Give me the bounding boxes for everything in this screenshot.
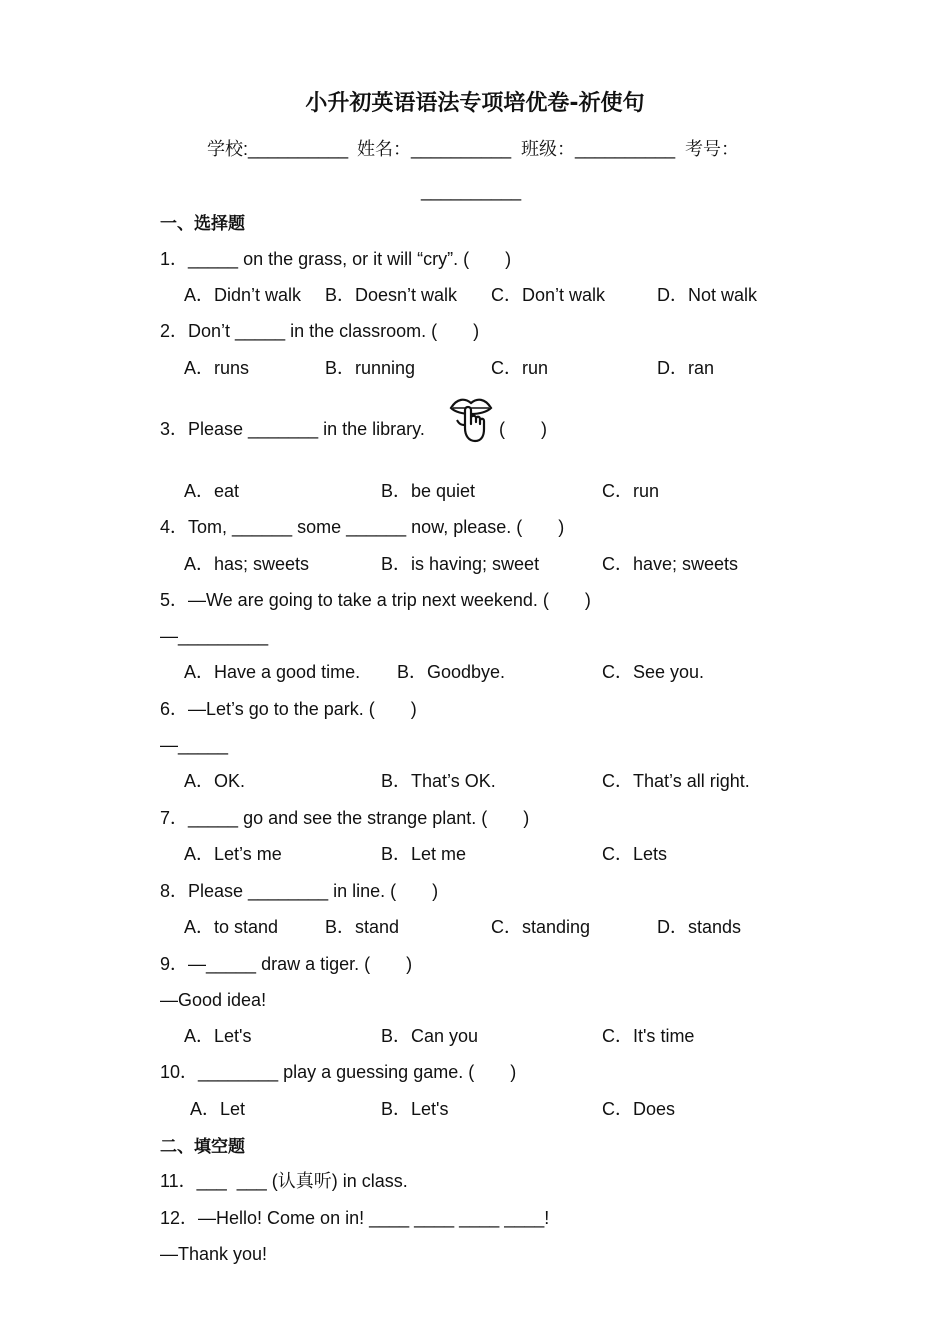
question-5-option-b[interactable]: B．Goodbye. bbox=[397, 662, 506, 682]
question-5-option-a[interactable]: A．Have a good time. bbox=[184, 662, 361, 682]
question-6-option-b[interactable]: B．That’s OK. bbox=[381, 771, 496, 791]
question-8-option-d[interactable]: D．stands bbox=[657, 917, 742, 937]
question-2-option-c[interactable]: C．run bbox=[491, 358, 549, 378]
question-8-option-b[interactable]: B．stand bbox=[325, 917, 400, 937]
question-3-option-b[interactable]: B．be quiet bbox=[381, 481, 476, 501]
question-9-option-c[interactable]: C．It's time bbox=[602, 1026, 695, 1046]
question-10-option-a[interactable]: A．Let bbox=[190, 1099, 246, 1119]
question-1-option-c[interactable]: C．Don’t walk bbox=[491, 285, 606, 305]
question-12-stem[interactable]: 12．—Hello! Come on in! ____ ____ ____ ____! bbox=[160, 1208, 550, 1228]
question-3-answer-paren[interactable]: ( ) bbox=[499, 419, 547, 439]
question-5-reply: —_________ bbox=[160, 626, 269, 646]
question-1-option-a[interactable]: A．Didn’t walk bbox=[184, 285, 302, 305]
question-10-stem: 10．________ play a guessing game. ( ) bbox=[160, 1062, 517, 1082]
question-6-option-a[interactable]: A．OK. bbox=[184, 771, 246, 791]
question-10-option-c[interactable]: C．Does bbox=[602, 1099, 676, 1119]
section-heading-choice: 一、选择题 bbox=[160, 214, 245, 234]
quiet-gesture-icon bbox=[447, 394, 495, 446]
question-8-option-a[interactable]: A．to stand bbox=[184, 917, 279, 937]
question-1-stem: 1．_____ on the grass, or it will “cry”. ( ) bbox=[160, 249, 512, 269]
school-field[interactable]: 学校:__________ bbox=[207, 139, 349, 159]
question-7-option-c[interactable]: C．Lets bbox=[602, 844, 668, 864]
question-6-stem: 6．—Let’s go to the park. ( ) bbox=[160, 699, 417, 719]
question-6-reply: —_____ bbox=[160, 735, 229, 755]
question-5-option-c[interactable]: C．See you. bbox=[602, 662, 705, 682]
question-9-option-b[interactable]: B．Can you bbox=[381, 1026, 479, 1046]
question-8-option-c[interactable]: C．standing bbox=[491, 917, 591, 937]
section-heading-fill-blank: 二、填空题 bbox=[160, 1137, 245, 1157]
question-2-stem: 2．Don’t _____ in the classroom. ( ) bbox=[160, 321, 480, 341]
question-3-option-c[interactable]: C．run bbox=[602, 481, 660, 501]
question-11-stem[interactable]: 11．___ ___ (认真听) in class. bbox=[160, 1171, 408, 1191]
question-9-stem: 9．—_____ draw a tiger. ( ) bbox=[160, 954, 413, 974]
question-4-option-c[interactable]: C．have; sweets bbox=[602, 554, 739, 574]
question-2-option-b[interactable]: B．running bbox=[325, 358, 416, 378]
question-10-option-b[interactable]: B．Let's bbox=[381, 1099, 449, 1119]
question-7-stem: 7．_____ go and see the strange plant. ( ) bbox=[160, 808, 530, 828]
question-9-reply: —Good idea! bbox=[160, 990, 267, 1010]
question-5-stem: 5．—We are going to take a trip next weekend. ( ) bbox=[160, 590, 591, 610]
class-field[interactable]: 班级：__________ bbox=[521, 139, 676, 159]
question-4-option-b[interactable]: B．is having; sweet bbox=[381, 554, 540, 574]
question-3-option-a[interactable]: A．eat bbox=[184, 481, 240, 501]
question-8-stem: 8．Please ________ in line. ( ) bbox=[160, 881, 439, 901]
question-2-option-a[interactable]: A．runs bbox=[184, 358, 250, 378]
exam-number-field[interactable]: __________ bbox=[421, 181, 522, 201]
name-field[interactable]: 姓名：__________ bbox=[357, 139, 512, 159]
question-1-option-b[interactable]: B．Doesn’t walk bbox=[325, 285, 458, 305]
exam-number-label: 考号： bbox=[685, 139, 739, 159]
question-4-stem: 4．Tom, ______ some ______ now, please. ( ) bbox=[160, 517, 565, 537]
question-7-option-a[interactable]: A．Let’s me bbox=[184, 844, 282, 864]
question-3-stem: 3．Please _______ in the library. bbox=[160, 419, 425, 439]
page-title: 小升初英语语法专项培优卷-祈使句 bbox=[305, 91, 645, 116]
question-1-option-d[interactable]: D．Not walk bbox=[657, 285, 758, 305]
question-4-option-a[interactable]: A．has; sweets bbox=[184, 554, 310, 574]
question-6-option-c[interactable]: C．That’s all right. bbox=[602, 771, 750, 791]
question-9-option-a[interactable]: A．Let's bbox=[184, 1026, 252, 1046]
question-12-reply: —Thank you! bbox=[160, 1244, 268, 1264]
question-2-option-d[interactable]: D．ran bbox=[657, 358, 715, 378]
question-7-option-b[interactable]: B．Let me bbox=[381, 844, 467, 864]
